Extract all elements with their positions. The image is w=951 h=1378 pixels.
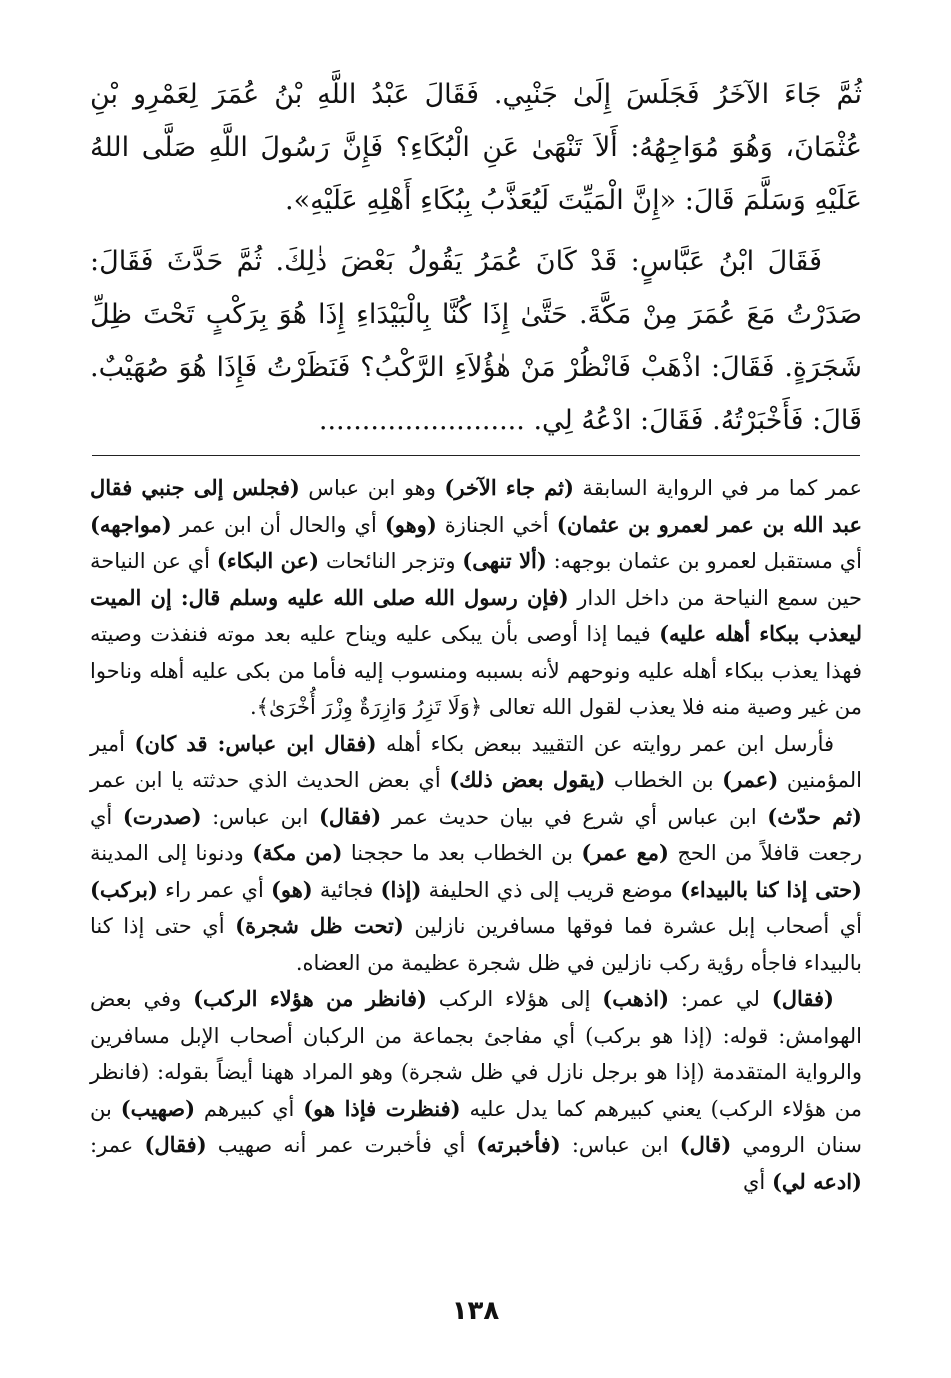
commentary-text: أي (742, 1169, 772, 1194)
footnote-divider (92, 455, 860, 456)
commentary-text: أي حتى إذا كنا بالبيداء فاجأه رؤية ركب نازلين في ظل شجرة عظيمة من العضاه. (90, 914, 862, 975)
page-number: ١٣٨ (451, 1296, 500, 1326)
bold-quote: (يقول بعض ذلك) (449, 767, 606, 792)
bold-quote: (اذهب) (602, 986, 670, 1011)
bold-quote: (فقال) (144, 1132, 207, 1157)
commentary-text: بن الخطاب (605, 768, 723, 792)
commentary-text: . (249, 695, 257, 719)
bold-quote: (بركب) (90, 876, 158, 902)
commentary-text: أي عن النياحة حين سمع النياحة من داخل الدار (90, 549, 863, 610)
commentary-text: أخي الجنازة (436, 512, 557, 537)
commentary-text: فجائية (312, 877, 381, 902)
bold-quote: (ألا تنهى) (462, 548, 547, 573)
commentary-text: أي والحال أن ابن عمر (171, 512, 385, 537)
bold-quote: (تحت ظل شجرة) (235, 913, 404, 938)
commentary-text: إلى هؤلاء الركب (426, 987, 603, 1011)
bold-quote: (ثم حدّث) (767, 803, 862, 829)
commentary-text: ﴿وَلَا تَزِرُ وَازِرَةٌ وِزْرَ أُخْرَىٰ﴾ (256, 695, 483, 719)
bold-quote: (ادعه لي) (771, 1168, 862, 1194)
commentary-text: بن سنان الرومي (90, 1096, 862, 1157)
commentary-text: فأرسل ابن عمر روايته عن التقييد ببعض بكاء أهله (376, 731, 834, 756)
commentary-text: وتزجر النائحات (319, 549, 463, 573)
bold-quote: (إذا) (380, 876, 422, 902)
commentary-text: أي فأخبرت عمر أنه صهيب (206, 1133, 477, 1157)
commentary-text: عمر: (90, 1133, 145, 1157)
commentary-text: أي بعض الحديث الذي حدثته يا ابن عمر (90, 768, 450, 792)
commentary-text: ابن عباس أي شرع في بيان حديث عمر (381, 804, 768, 829)
bold-quote: (صدرت) (122, 803, 202, 829)
bold-quote: (فانظر من هؤلاء الركب) (193, 986, 427, 1011)
bold-quote: (فأخبرته) (476, 1132, 561, 1157)
bold-quote: (عن البكاء) (216, 548, 320, 573)
bold-quote: (فقال ابن عباس: قد كان) (134, 730, 377, 756)
commentary-paragraph-2 (90, 726, 862, 982)
bold-quote: (فقال) (318, 803, 382, 829)
commentary-text: وهو ابن عباس (299, 476, 445, 500)
hadith-paragraph-2-text: فَقَالَ ابْنُ عَبَّاسٍ: قَدْ كَانَ عُمَرُ يَقُولُ بَعْضَ ذٰلِكَ. ثُمَّ حَدَّثَ فَقَالَ: صَدَرْتُ مَعَ عُمَرَ مِنْ مَكَّةَ. حَتَّىٰ إِذَا كُنَّا بِالْبَيْدَاءِ إِذَا هُوَ بِرَكْبٍ تَحْتَ ظِلِّ شَجَرَةٍ. فَقَالَ: اذْهَبْ فَانْظُرْ مَنْ هٰؤُلاَءِ الرَّكْبُ؟ فَنَظَرْتُ فَإِذَا هُوَ صُهَيْبٌ. قَالَ: فَأَخْبَرْتُهُ. فَقَالَ: ادْعُهُ لِي. (90, 246, 862, 436)
bold-quote: (مواجهه) (90, 511, 172, 537)
commentary-text: ودنونا إلى المدينة (90, 841, 253, 865)
hadith-paragraph-1: ثُمَّ جَاءَ الآخَرُ فَجَلَسَ إِلَىٰ جَنْبِي. فَقَالَ عَبْدُ اللَّهِ بْنُ عُمَرَ لِعَمْرِو بْنِ عُثْمَانَ، وَهُوَ مُوَاجِهُهُ: أَلاَ تَنْهَىٰ عَنِ الْبُكَاءِ؟ فَإِنَّ رَسُولَ اللَّهِ صَلَّى اللهُ عَلَيْهِ وَسَلَّمَ قَالَ: «إِنَّ الْمَيِّتَ لَيُعَذَّبُ بِبُكَاءِ أَهْلِهِ عَلَيْهِ». (90, 79, 862, 216)
commentary-text: عمر كما مر في الرواية السابقة (573, 476, 862, 500)
commentary-text: أي رجعت قافلاً من الحج (90, 804, 862, 865)
commentary-paragraph-3 (90, 981, 862, 1200)
commentary (90, 470, 862, 1200)
commentary-text: أمير المؤمنين (90, 731, 863, 792)
hadith-paragraph-2 (90, 235, 862, 447)
commentary-text: أي أصحاب إبل عشرة فما فوقها مسافرين نازلين (403, 914, 862, 938)
commentary-text: ابن عباس: (560, 1133, 680, 1157)
bold-quote: (هو) (270, 876, 313, 902)
bold-quote: (من مكة) (252, 840, 343, 865)
bold-quote: (فنظرت فإذا هو) (303, 1095, 461, 1121)
bold-quote: (صهيب) (120, 1095, 196, 1121)
commentary-paragraph-1 (90, 470, 862, 726)
commentary-text: أي مستقبل لعمرو بن عثمان بوجهه: (546, 549, 862, 573)
bold-quote: (قال) (679, 1132, 732, 1157)
ellipsis-dots: ........................ (318, 405, 525, 436)
bold-quote: (عمر) (722, 767, 779, 792)
bold-quote: (وهو) (384, 511, 437, 537)
commentary-text: موضع قريب إلى ذي الحليفة (421, 877, 681, 902)
commentary-text: ابن عباس: (201, 804, 319, 829)
bold-quote: (ثم جاء الآخر) (444, 475, 574, 500)
hadith-text (90, 68, 862, 447)
bold-quote: (حتى إذا كنا بالبيداء) (680, 876, 862, 902)
commentary-text: بن الخطاب بعد ما حججنا (342, 841, 582, 865)
commentary-text: أي عمر راء (157, 877, 271, 902)
commentary-text: لي عمر: (669, 987, 772, 1011)
commentary-text: وفي بعض الهوامش: قوله: (إذا هو بركب) أي مفاجئ بجماعة من الركبان أصحاب الإبل مسافرين والرواية المتقدمة (إذا هو برجل نازل في ظل شجرة) وهو المراد ههنا أيضاً بقوله: (فانظر من هؤلاء الركب) يعني كبيرهم كما يدل عليه (90, 987, 862, 1121)
bold-quote: (فقال) (771, 986, 834, 1011)
bold-quote: (فإن رسول الله صلى الله عليه وسلم قال: إن الميت ليعذب ببكاء أهله عليه) (90, 584, 863, 646)
bold-quote: (فجلس إلى جنبي فقال عبد الله بن عمر لعمرو بن عثمان) (90, 475, 863, 537)
commentary-text: أي كبيرهم (195, 1096, 304, 1121)
bold-quote: (مع عمر) (581, 840, 669, 865)
commentary-text: فيما إذا أوصى بأن يبكى عليه ويناح عليه بعد موته فنفذت وصيته فهذا يعذب ببكاء أهله عليه ونوحهم لأنه بسببه ومنسوب إليه فأما من بكى عليه أهله وناحوا من غير وصية منه فلا يعذب لقول الله تعالى (90, 622, 862, 719)
